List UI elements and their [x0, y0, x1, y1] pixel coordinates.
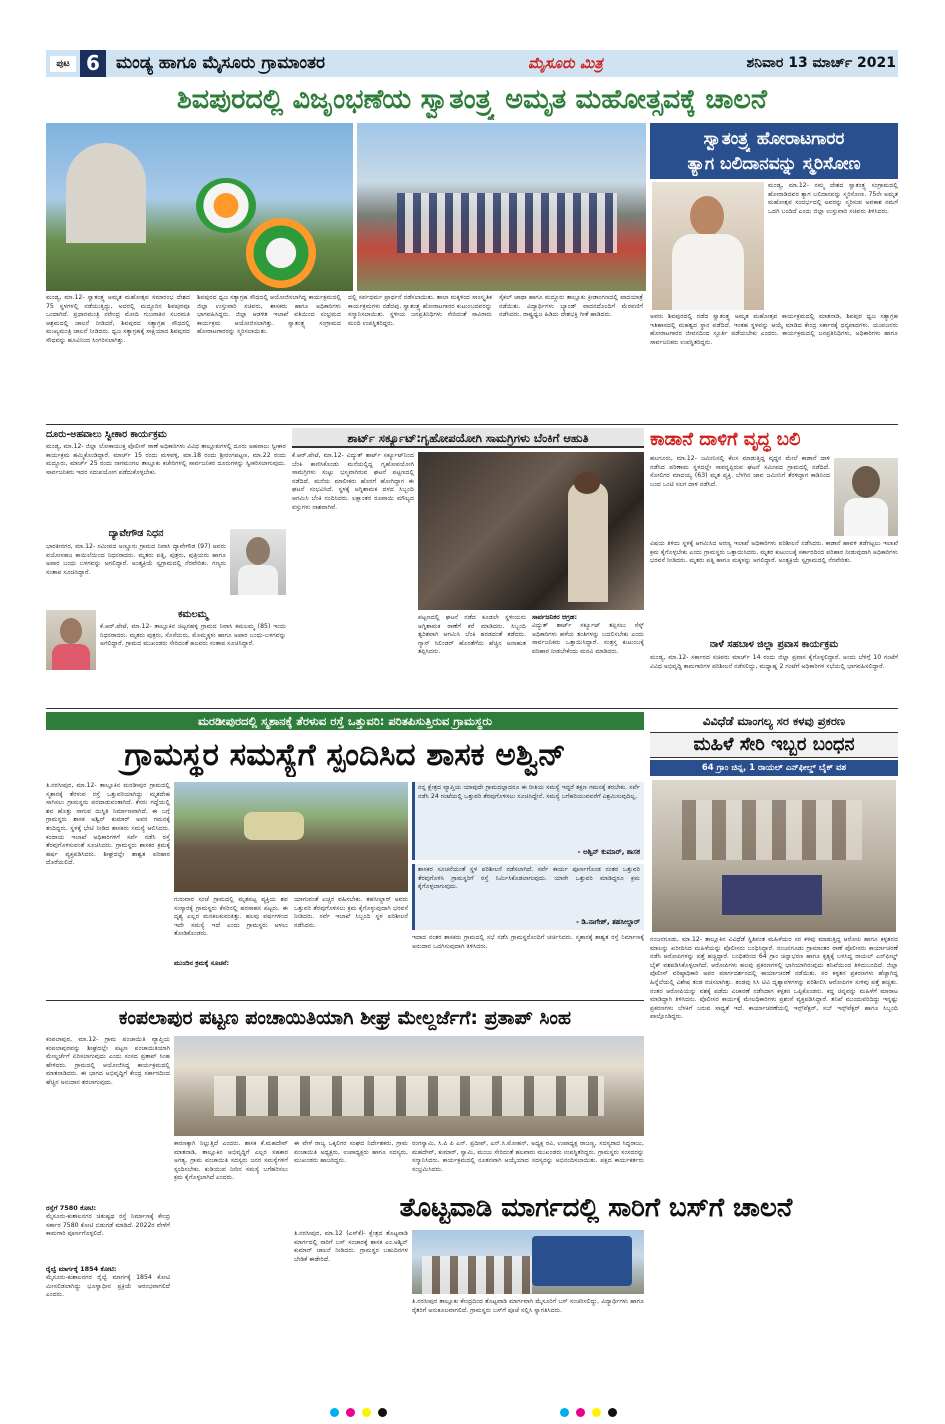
theft-body: ನಂಜನಗೂಡು, ಮಾ.12- ತಾಲ್ಲೂಕಿನ ವಿವಿಧೆಡೆ ಸ್ಥಿತಿವಂತ ಮಹಿಳೆಯರ ಸರ ಕಳವು ಮಾಡುತ್ತಿದ್ದ ಆರೋಪಿ ಹಾಗೂ ಕಳ್ಳತನದ ಮಾಲನ್ನು ಖರೀದಿಸಿದ ಮಹಿಳೆಯನ್ನು ಪೊಲೀಸರು ಬಂಧಿಸಿದ್ದಾರೆ. ನಂಜನಗೂಡು ಗ್ರಾಮಾಂತರ ಠಾಣೆ ಪೊಲೀಸರು ಕಾರ್ಯಾಚರಣೆ ನಡೆಸಿ ಆರೋಪಿಗಳನ್ನು ಪತ್ತೆ ಹಚ್ಚಿದ್ದಾರೆ. ಬಂಧಿತರಿಂದ 64 ಗ್ರಾಂ ಚಿನ್ನಾಭರಣ ಹಾಗೂ ಕೃತ್ಯಕ್ಕೆ ಬಳಸಿದ್ದ ರಾಯಲ್ ಎನ್‌ಫೀಲ್ಡ್ ಬೈಕ್ ವಶಪಡಿಸಿಕೊಳ್ಳಲಾಗಿದೆ. ಆರೋಪಿಗಳು ಹಲವು ಪ್ರಕರಣಗಳಲ್ಲಿ ಭಾಗಿಯಾಗಿರುವುದು ತನಿಖೆಯಿಂದ ತಿಳಿದುಬಂದಿದೆ. ಜಿಲ್ಲಾ ಪೊಲೀಸ್ ವರಿಷ್ಠಾಧಿಕಾರಿ ಅವರ ಮಾರ್ಗದರ್ಶನದಲ್ಲಿ ಕಾರ್ಯಾಚರಣೆ ನಡೆಯಿತು. ಸರ ಕಳ್ಳತನ ಪ್ರಕರಣಗಳು ಹೆಚ್ಚಾಗಿದ್ದ ಹಿನ್ನೆಲೆಯಲ್ಲಿ ವಿಶೇಷ ತಂಡ ರಚಿಸಲಾಗಿತ್ತು. ತಂಡವು ಸಿಸಿ ಟಿವಿ ದೃಶ್ಯಾವಳಿಗಳನ್ನು ಪರಿಶೀಲಿಸಿ ಆರೋಪಿಗಳ ಸುಳಿವು ಪತ್ತೆ ಹಚ್ಚಿತು. ನಂತರ ಆರೋಪಿಯನ್ನು ವಶಕ್ಕೆ ಪಡೆದು ವಿಚಾರಣೆ ನಡೆಸಿದಾಗ ಕಳ್ಳತನ ಒಪ್ಪಿಕೊಂಡನು. ಕದ್ದ ಚಿನ್ನವನ್ನು ಮಹಿಳೆಗೆ ಮಾರಾಟ ಮಾಡಿದ್ದಾಗಿ ತಿಳಿಸಿದನು. ಪೊಲೀಸರ ಕಾರ್ಯಕ್ಕೆ ಮೇಲಧಿಕಾರಿಗಳು ಪ್ರಶಂಸೆ ವ್ಯಕ್ತಪಡಿಸಿದ್ದಾರೆ. ತನಿಖೆ ಮುಂದುವರಿದಿದ್ದು ಇನ್ನಷ್ಟು ಪ್ರಕರಣಗಳು ಬೆಳಕಿಗೆ ಬರುವ ಸಾಧ್ಯತೆ ಇದೆ. ಕಾರ್ಯಾಚರಣೆಯಲ್ಲಿ ಇನ್ಸ್‌ಪೆಕ್ಟರ್, ಸಬ್ ಇನ್ಸ್‌ಪೆಕ್ಟರ್ ಹಾಗೂ ಸಿಬ್ಬಂದಿ ಪಾಲ್ಗೊಂಡಿದ್ದರು.	[650, 936, 898, 1021]
lead-col-4: ಸೈಕಲ್ ಜಾಥಾ ಹಾಗೂ ಮದ್ದೂರು ತಾಲ್ಲೂಕು ಕ್ರೀಡಾಂಗಣದಲ್ಲಿ ಪಾದಯಾತ್ರೆ ನಡೆಯಿತು. ವಿದ್ಯಾರ್ಥಿಗಳು ಬ್ಯಾಂಡ್ ವಾದನದೊಂದಿಗೆ ಮೆರವಣಿಗೆ ನಡೆಸಿದರು. ರಾಷ್ಟ್ರಧ್ವಜ ಹಿಡಿದು ದೇಶಭಕ್ತಿ ಗೀತೆ ಹಾಡಿದರು.	[499, 294, 643, 319]
side-story-body-right: ಮಂಡ್ಯ, ಮಾ.12- ನಮ್ಮ ದೇಶದ ಸ್ವಾತಂತ್ರ್ಯ ಸಂಗ್ರಾಮದಲ್ಲಿ ಹೋರಾಡಿದವರ ತ್ಯಾಗ ಬಲಿದಾನವನ್ನು ಸ್ಮರಿಸೋಣ. 75ನೇ ಅಮೃತ ಮಹೋತ್ಸವ ಸಂದರ್ಭದಲ್ಲಿ ಅವರನ್ನು ಸ್ಮರಿಸುವ ಅವಕಾಶ ನಮಗೆ ಒದಗಿ ಬಂದಿದೆ ಎಂದು ಜಿಲ್ಲಾ ಉಸ್ತುವಾರಿ ಸಚಿವರು ತಿಳಿಸಿದರು.	[768, 182, 898, 215]
road-quote-1: ನನ್ನ ಕ್ಷೇತ್ರದ ವ್ಯಾಪ್ತಿಯ ಯಾವುದೇ ಗ್ರಾಮದಲ್ಲಾದರೂ ಈ ರೀತಿಯ ಸಮಸ್ಯೆ ಇದ್ದರೆ ತಕ್ಷಣ ಗಮನಕ್ಕೆ ತರಬೇಕು. ಸರ್ವೆ ನಡೆಸಿ 24 ಗಂಟೆಯಲ್ಲಿ ಒತ್ತುವರಿ ತೆರವುಗೊಳಿಸಲು ಸೂಚಿಸಿದ್ದೇನೆ. ಸಮಸ್ಯೆ ಬಗೆಹರಿಯುವವರೆಗೆ ವಿಶ್ರಮಿಸುವುದಿಲ್ಲ.	[418, 784, 640, 800]
lead-photo-monument	[46, 123, 353, 291]
theft-headline: ಮಹಿಳೆ ಸೇರಿ ಇಬ್ಬರ ಬಂಧನ	[693, 734, 855, 755]
theft-sub: 64 ಗ್ರಾಂ ಚಿನ್ನ, 1 ರಾಯಲ್ ಎನ್‌ಫೀಲ್ಡ್ ಬೈಕ್ ವಶ	[701, 763, 847, 773]
lead-col-2: ಶಿವಪುರದ ಧ್ವಜ ಸತ್ಯಾಗ್ರಹ ಸೌಧದಲ್ಲಿ ಆಯೋಜಿಸಲಾಗಿದ್ದ ಕಾರ್ಯಕ್ರಮದಲ್ಲಿ ಜಿಲ್ಲಾ ಉಸ್ತುವಾರಿ ಸಚಿವರು, ಶಾಸಕರು ಹಾಗೂ ಅಧಿಕಾರಿಗಳು ಭಾಗವಹಿಸಿದ್ದರು. ಜಿಲ್ಲಾ ಆಡಳಿತ ಇಲಾಖೆ ವತಿಯಿಂದ ಸಂಭ್ರಮದ ಕಾರ್ಯಕ್ರಮ ಆಯೋಜಿಸಲಾಗಿತ್ತು. ಸ್ವಾತಂತ್ರ್ಯ ಸಂಗ್ರಾಮದ ಹೋರಾಟಗಾರರನ್ನು ಸ್ಮರಿಸಲಾಯಿತು.	[197, 294, 341, 336]
obit1-photo	[230, 529, 286, 595]
road-photo	[174, 782, 408, 892]
obit1-body: ಭಾರತೀನಗರ, ಮಾ.12- ಸಮೀಪದ ಅಣ್ಣೂರು ಗ್ರಾಮದ ನಿವಾಸಿ ದ್ಯಾವೇಗೌಡ (97) ಅವರು ವಯೋಸಹಜ ಕಾಯಿಲೆಯಿಂದ ನಿಧನರಾದರು. ಮೃತರು ಪತ್ನಿ, ಪುತ್ರರು, ಪುತ್ರಿಯರು ಹಾಗೂ ಅಪಾರ ಬಂಧು ಬಳಗವನ್ನು ಅಗಲಿದ್ದಾರೆ. ಅಂತ್ಯಕ್ರಿಯೆ ಸ್ವಗ್ರಾಮದಲ್ಲಿ ನೆರವೇರಿತು. ಗಣ್ಯರು ಸಂತಾಪ ಸೂಚಿಸಿದ್ದಾರೆ.	[46, 543, 226, 576]
road-quote-2: ಶಾಸಕರ ಸೂಚನೆಯಂತೆ ಸ್ಥಳ ಪರಿಶೀಲನೆ ನಡೆಸಲಾಗಿದೆ. ಸರ್ವೆ ಕಾರ್ಯ ಪೂರ್ಣಗೊಂಡ ನಂತರ ಒತ್ತುವರಿ ತೆರವುಗೊಳಿಸಿ ಗ್ರಾಮಸ್ಥರಿಗೆ ರಸ್ತೆ ನಿರ್ಮಿಸಿಕೊಡಲಾಗುವುದು. ಯಾರೇ ಒತ್ತುವರಿ ಮಾಡಿದ್ದರೂ ಕ್ರಮ ಕೈಗೊಳ್ಳಲಾಗುವುದು.	[418, 866, 640, 891]
kampala-photo	[174, 1036, 644, 1136]
page-number: 6	[80, 50, 106, 77]
elephant-body: ಹಲಗೂರು, ಮಾ.12- ಜಮೀನಿನಲ್ಲಿ ಕೆಲಸ ಮಾಡುತ್ತಿದ್ದ ವೃದ್ಧನ ಮೇಲೆ ಕಾಡಾನೆ ದಾಳಿ ನಡೆಸಿದ ಪರಿಣಾಮ ಸ್ಥಳದಲ್ಲೇ ಸಾವನ್ನಪ್ಪಿರುವ ಘಟನೆ ಸಮೀಪದ ಗ್ರಾಮದಲ್ಲಿ ನಡೆದಿದೆ. ಸೋಲಿಗರ ಮಾದಯ್ಯ (63) ಮೃತ ವ್ಯಕ್ತಿ. ಬೆಳಗಿನ ಜಾವ ಜಮೀನಿಗೆ ತೆರಳಿದ್ದಾಗ ಕಾಡಿನಿಂದ ಬಂದ ಒಂಟಿ ಸಲಗ ದಾಳಿ ನಡೆಸಿದೆ.	[650, 455, 830, 488]
fire-col-2: ಪಟ್ಟಣದಲ್ಲಿ ಘಟನೆ ನಡೆದ ಕೂಡಲೇ ಸ್ಥಳೀಯರು ಅಗ್ನಿಶಾಮಕ ಠಾಣೆಗೆ ಕರೆ ಮಾಡಿದರು. ಸಿಬ್ಬಂದಿ ತ್ವರಿತವಾಗಿ ಆಗಮಿಸಿ ಬೆಂಕಿ ಹರಡದಂತೆ ತಡೆದರು. ಗ್ಯಾಸ್ ಸಿಲಿಂಡರ್ ಹೊರತೆಗೆದು ಹೆಚ್ಚಿನ ಅನಾಹುತ ತಪ್ಪಿಸಿದರು.	[418, 614, 526, 656]
registration-mark	[608, 1408, 617, 1417]
kampala-headline: ಕಂಪಲಾಪುರ ಪಟ್ಟಣ ಪಂಚಾಯಿತಿಯಾಗಿ ಶೀಘ್ರ ಮೇಲ್ದರ್ಜೆಗೆ: ಪ್ರತಾಪ್ ಸಿಂಹ	[118, 1007, 572, 1029]
obit2-photo	[46, 610, 96, 670]
page-label: ಪುಟ	[50, 56, 76, 72]
kampala-label-2: ರೈಲ್ವೆ ಮಾರ್ಗಕ್ಕೆ 1854 ಕೋಟಿ:	[46, 1265, 117, 1273]
road-quote-2-by: - ಡಿ.ನಾಗೇಶ್, ತಹಸೀಲ್ದಾರ್	[576, 918, 640, 926]
masthead: ಮೈಸೂರು ಮಿತ್ರ	[528, 54, 603, 72]
theft-kicker: ವಿವಿಧೆಡೆ ಮಾಂಗಲ್ಯ ಸರ ಕಳವು ಪ್ರಕರಣ	[702, 714, 846, 728]
bus-col-2: ತಿ.ನರಸೀಪುರ ತಾಲ್ಲೂಕು ಕೇಂದ್ರದಿಂದ ತೊಟ್ಟವಾಡಿ ಮಾರ್ಗವಾಗಿ ಮೈಸೂರಿಗೆ ಬಸ್ ಸಂಚರಿಸಲಿದ್ದು, ವಿದ್ಯಾರ್ಥಿಗಳು ಹಾಗೂ ರೈತರಿಗೆ ಅನುಕೂಲವಾಗಲಿದೆ. ಗ್ರಾಮಸ್ಥರು ಬಸ್‌ಗೆ ಪೂಜೆ ಸಲ್ಲಿಸಿ ಸ್ವಾಗತಿಸಿದರು.	[412, 1298, 644, 1314]
elephant-photo	[834, 458, 898, 536]
fire-caption-label: ಸಾರ್ವಜನಿಕರ ಆಗ್ರಹ:	[532, 613, 578, 621]
side-story-headline-1: ಸ್ವಾತಂತ್ರ್ಯ ಹೋರಾಟಗಾರರ	[703, 129, 845, 149]
obit2-body: ಕೆ.ಆರ್.ಪೇಟೆ, ಮಾ.12- ತಾಲ್ಲೂಕಿನ ಚಿಟ್ಟನಹಳ್ಳಿ ಗ್ರಾಮದ ನಿವಾಸಿ ಕಮಲಮ್ಮ (85) ಇಂದು ನಿಧನರಾದರು. ಮೃತರು ಪುತ್ರರು, ಸೊಸೆಯರು, ಮೊಮ್ಮಕ್ಕಳು ಹಾಗೂ ಅಪಾರ ಬಂಧು-ಬಳಗವನ್ನು ಅಗಲಿದ್ದಾರೆ. ಗ್ರಾಮದ ಮುಖಂಡರು ಸೇರಿದಂತೆ ಹಲವರು ಸಂತಾಪ ಸೂಚಿಸಿದ್ದಾರೆ.	[100, 623, 286, 648]
divider	[46, 424, 898, 425]
road-quote-1-by: - ಅಶ್ವಿನ್ ಕುಮಾರ್, ಶಾಸಕ	[577, 848, 640, 856]
fire-headline: ಶಾರ್ಟ್ ಸರ್ಕ್ಯೂಟ್:ಗೃಹೋಪಯೋಗಿ ಸಾಮಗ್ರಿಗಳು ಬೆಂಕಿಗೆ ಆಹುತಿ	[347, 431, 589, 445]
road-col-3: ಯಾಗುವಂತೆ ಎಚ್ಚರ ವಹಿಸಬೇಕು. ತಹಸೀಲ್ದಾರ್ ಅವರು ಒತ್ತುವರಿ ತೆರವುಗೊಳಿಸಲು ಕ್ರಮ ಕೈಗೊಳ್ಳುವುದಾಗಿ ಭರವಸೆ ನೀಡಿದರು. ಸರ್ವೆ ಇಲಾಖೆ ಸಿಬ್ಬಂದಿ ಸ್ಥಳ ಪರಿಶೀಲನೆ ನಡೆಸಿದರು.	[294, 896, 408, 929]
trip-body: ಮಂಡ್ಯ, ಮಾ.12- ಸರ್ಕಾರದ ಸಚಿವರು ಮಾರ್ಚ್ 14 ರಂದು ಜಿಲ್ಲಾ ಪ್ರವಾಸ ಕೈಗೊಳ್ಳಲಿದ್ದಾರೆ. ಅಂದು ಬೆಳಿಗ್ಗೆ 10 ಗಂಟೆಗೆ ವಿವಿಧ ಅಭಿವೃದ್ಧಿ ಕಾಮಗಾರಿಗಳ ಪರಿಶೀಲನೆ ನಡೆಸಲಿದ್ದು, ಮಧ್ಯಾಹ್ನ 2 ಗಂಟೆಗೆ ಅಧಿಕಾರಿಗಳ ಸಭೆಯಲ್ಲಿ ಭಾಗವಹಿಸಲಿದ್ದಾರೆ.	[650, 654, 898, 670]
grievance-body: ಮಂಡ್ಯ, ಮಾ.12- ಜಿಲ್ಲಾ ಲೋಕಾಯುಕ್ತ ಪೊಲೀಸ್ ಠಾಣೆ ಅಧಿಕಾರಿಗಳು ವಿವಿಧ ತಾಲ್ಲೂಕುಗಳಲ್ಲಿ ದೂರು ಅಹವಾಲು ಸ್ವೀಕಾರ ಕಾರ್ಯಕ್ರಮ ಹಮ್ಮಿಕೊಂಡಿದ್ದಾರೆ. ಮಾರ್ಚ್ 15 ರಂದು ಮಳವಳ್ಳಿ, ಮಾ.18 ರಂದು ಶ್ರೀರಂಗಪಟ್ಟಣ, ಮಾ.22 ರಂದು ಮದ್ದೂರು, ಮಾರ್ಚ್ 25 ರಂದು ನಾಗಮಂಗಲ ತಾಲ್ಲೂಕು ಕಚೇರಿಗಳಲ್ಲಿ ಸಾರ್ವಜನಿಕರ ದೂರುಗಳನ್ನು ಸ್ವೀಕರಿಸಲಾಗುವುದು. ಸಾರ್ವಜನಿಕರು ಇದರ ಸದುಪಯೋಗ ಪಡೆದುಕೊಳ್ಳಬೇಕು.	[46, 443, 286, 476]
registration-mark	[560, 1408, 569, 1417]
road-headline: ಗ್ರಾಮಸ್ಥರ ಸಮಸ್ಯೆಗೆ ಸ್ಪಂದಿಸಿದ ಶಾಸಕ ಅಶ್ವಿನ್	[124, 737, 566, 773]
fire-photo	[418, 452, 644, 610]
kampala-col-3: ಈ ವೇಳೆ ರಾಜ್ಯ ಒಕ್ಕಲಿಗರ ಸಂಘದ ನಿರ್ದೇಶಕರು, ಗ್ರಾಮ ಪಂಚಾಯಿತಿ ಅಧ್ಯಕ್ಷರು, ಉಪಾಧ್ಯಕ್ಷರು ಹಾಗೂ ಸದಸ್ಯರು, ಮುಖಂಡರು ಹಾಜರಿದ್ದರು.	[294, 1140, 408, 1165]
lead-col-3: ದಲ್ಲಿ ಸರ್ವಧರ್ಮ ಪ್ರಾರ್ಥನೆ ನಡೆಸಲಾಯಿತು. ಶಾಲಾ ಮಕ್ಕಳಿಂದ ಸಾಂಸ್ಕೃತಿಕ ಕಾರ್ಯಕ್ರಮಗಳು ನಡೆದವು. ಸ್ವಾತಂತ್ರ್ಯ ಹೋರಾಟಗಾರರ ಕುಟುಂಬದವರನ್ನು ಸನ್ಮಾನಿಸಲಾಯಿತು. ಸ್ಥಳೀಯ ಜನಪ್ರತಿನಿಧಿಗಳು ಸೇರಿದಂತೆ ಸಾವಿರಾರು ಮಂದಿ ಉಪಸ್ಥಿತರಿದ್ದರು.	[348, 294, 492, 327]
divider	[46, 1000, 644, 1001]
kampala-col-1b: ಮೈಸೂರು-ಕುಶಾಲನಗರ ಚತುಷ್ಪಥ ರಸ್ತೆ ನಿರ್ಮಾಣಕ್ಕೆ ಕೇಂದ್ರ ಸರ್ಕಾರ 7580 ಕೋಟಿ ಬಿಡುಗಡೆ ಮಾಡಿದೆ. 2022ರ ವೇಳೆಗೆ ಕಾಮಗಾರಿ ಪೂರ್ಣಗೊಳ್ಳಲಿದೆ.	[46, 1213, 170, 1238]
fire-col-3: ವಿದ್ಯುತ್ ಶಾರ್ಟ್ ಸರ್ಕ್ಯೂಟ್ ತಪ್ಪಿಸಲು ಸೆಸ್ಕ್ ಅಧಿಕಾರಿಗಳು ಹಳೆಯ ತಂತಿಗಳನ್ನು ಬದಲಿಸಬೇಕು ಎಂದು ಸಾರ್ವಜನಿಕರು ಒತ್ತಾಯಿಸಿದ್ದಾರೆ. ಸಂತ್ರಸ್ತ ಕುಟುಂಬಕ್ಕೆ ಪರಿಹಾರ ನೀಡಬೇಕೆಂದು ಮನವಿ ಮಾಡಿದರು.	[532, 622, 644, 655]
lead-headline: ಶಿವಪುರದಲ್ಲಿ ವಿಜೃಂಭಣೆಯ ಸ್ವಾತಂತ್ರ್ಯ ಅಮೃತ ಮಹೋತ್ಸವಕ್ಕೆ ಚಾಲನೆ	[177, 84, 767, 115]
obit2-headline: ಕಮಲಮ್ಮ	[178, 609, 208, 620]
kampala-col-2: ಕಾರಣಕ್ಕಾಗಿ ನಿಲ್ಲುತ್ತಿದೆ ಎಂದರು. ಶಾಸಕ ಕೆ.ಮಹದೇವ್ ಮಾತನಾಡಿ, ತಾಲ್ಲೂಕಿನ ಅಭಿವೃದ್ಧಿಗೆ ಎಲ್ಲರ ಸಹಕಾರ ಅಗತ್ಯ. ಗ್ರಾಮ ಪಂಚಾಯಿತಿ ಸದಸ್ಯರು ಜನರ ಸಮಸ್ಯೆಗಳಿಗೆ ಸ್ಪಂದಿಸಬೇಕು. ಕುಡಿಯುವ ನೀರಿನ ಸಮಸ್ಯೆ ಬಗೆಹರಿಸಲು ಕ್ರಮ ಕೈಗೊಳ್ಳಲಾಗಿದೆ ಎಂದರು.	[174, 1140, 288, 1182]
kampala-col-4: ರಂಗಸ್ವಾಮಿ, ಸಿ.ಪಿ ಪಿ ಎನ್. ಪ್ರದೀಪ್, ಎನ್.ಸಿ.ಮೋಹನ್, ಅಧ್ಯಕ್ಷ ರವಿ, ಉಪಾಧ್ಯಕ್ಷ ರಾಜಣ್ಣ, ಸದಸ್ಯರಾದ ಸಿದ್ದರಾಜು, ಮಹದೇವ್, ಕುಮಾರ್, ಸ್ವಾಮಿ, ಮಂಜು ಸೇರಿದಂತೆ ಹಲವಾರು ಮುಖಂಡರು ಉಪಸ್ಥಿತರಿದ್ದರು. ಗ್ರಾಮಸ್ಥರು ಸಂಸದರನ್ನು ಸನ್ಮಾನಿಸಿದರು. ಕಾರ್ಯಕ್ರಮದಲ್ಲಿ ನೂತನವಾಗಿ ಆಯ್ಕೆಯಾದ ಸದಸ್ಯರನ್ನು ಅಭಿನಂದಿಸಲಾಯಿತು. ಪಕ್ಷದ ಕಾರ್ಯಕರ್ತರು ಸಂಭ್ರಮಿಸಿದರು.	[412, 1140, 644, 1173]
road-kicker: ಮರಡೀಪುರದಲ್ಲಿ ಸ್ಮಶಾನಕ್ಕೆ ತೆರಳುವ ರಸ್ತೆ ಒತ್ತುವರಿ: ಪರಿತಪಿಸುತ್ತಿರುವ ಗ್ರಾಮಸ್ಥರು	[198, 714, 492, 728]
trip-headline: ನಾಳೆ ಸಹಬಾಳ ಜಿಲ್ಲಾ ಪ್ರವಾಸ ಕಾರ್ಯಕ್ರಮ	[709, 639, 839, 650]
theft-photo	[652, 780, 896, 932]
obit1-headline: ದ್ಯಾವೇಗೌಡ ನಿಧನ	[108, 528, 164, 539]
lead-photo-band	[357, 123, 646, 291]
kampala-col-1c: ಮೈಸೂರು-ಕುಶಾಲನಗರ ರೈಲ್ವೆ ಮಾರ್ಗಕ್ಕೆ 1854 ಕೋಟಿ ಮೀಸಲಿಡಲಾಗಿದ್ದು ಭೂಸ್ವಾಧೀನ ಪ್ರಕ್ರಿಯೆ ಆರಂಭವಾಗಲಿದೆ ಎಂದರು.	[46, 1274, 170, 1299]
registration-mark	[378, 1408, 387, 1417]
kampala-col-1: ಕಂಪಲಾಪುರ, ಮಾ.12- ಗ್ರಾಮ ಪಂಚಾಯಿತಿ ವ್ಯಾಪ್ತಿಯ ಕಂಪಲಾಪುರವನ್ನು ಶೀಘ್ರದಲ್ಲೇ ಪಟ್ಟಣ ಪಂಚಾಯಿತಿಯಾಗಿ ಮೇಲ್ದರ್ಜೆಗೆ ಏರಿಸಲಾಗುವುದು ಎಂದು ಸಂಸದ ಪ್ರತಾಪ್ ಸಿಂಹ ಹೇಳಿದರು. ಗ್ರಾಮದಲ್ಲಿ ಆಯೋಜಿಸಿದ್ದ ಕಾರ್ಯಕ್ರಮದಲ್ಲಿ ಮಾತನಾಡಿದರು. ಈ ಭಾಗದ ಅಭಿವೃದ್ಧಿಗೆ ಕೇಂದ್ರ ಸರ್ಕಾರದಿಂದ ಹೆಚ್ಚಿನ ಅನುದಾನ ತರಲಾಗುವುದು.	[46, 1036, 170, 1086]
bus-headline: ತೊಟ್ಟವಾಡಿ ಮಾರ್ಗದಲ್ಲಿ ಸಾರಿಗೆ ಬಸ್‌ಗೆ ಚಾಲನೆ	[399, 1193, 793, 1223]
elephant-body-2: ವಿಷಯ ತಿಳಿದು ಸ್ಥಳಕ್ಕೆ ಆಗಮಿಸಿದ ಅರಣ್ಯ ಇಲಾಖೆ ಅಧಿಕಾರಿಗಳು ಪರಿಶೀಲನೆ ನಡೆಸಿದರು. ಕಾಡಾನೆ ಹಾವಳಿ ತಡೆಗಟ್ಟಲು ಇಲಾಖೆ ಕ್ರಮ ಕೈಗೊಳ್ಳಬೇಕು ಎಂದು ಗ್ರಾಮಸ್ಥರು ಒತ್ತಾಯಿಸಿದರು. ಮೃತರ ಕುಟುಂಬಕ್ಕೆ ಸರ್ಕಾರದಿಂದ ಪರಿಹಾರ ನೀಡುವುದಾಗಿ ಅಧಿಕಾರಿಗಳು ಭರವಸೆ ನೀಡಿದರು. ಮೃತರು ಪತ್ನಿ ಹಾಗೂ ಮಕ್ಕಳನ್ನು ಅಗಲಿದ್ದಾರೆ. ಅಂತ್ಯಕ್ರಿಯೆ ಸ್ವಗ್ರಾಮದಲ್ಲಿ ನೆರವೇರಿತು.	[650, 540, 898, 565]
kampala-label-1: ರಸ್ತೆಗೆ 7580 ಕೋಟಿ:	[46, 1204, 97, 1212]
road-col-2: ಗುರುವಾರ ಸಂಜೆ ಗ್ರಾಮದಲ್ಲಿ ಮೃತಪಟ್ಟ ವ್ಯಕ್ತಿಯ ಶವ ಸಂಸ್ಕಾರಕ್ಕೆ ಗ್ರಾಮಸ್ಥರು ಕೆಸರಿನಲ್ಲಿ ಹರಸಾಹಸ ಪಟ್ಟರು. ಈ ದೃಶ್ಯ ಎಲ್ಲರ ಮನಕಲಕುವಂತಿತ್ತು. ಹಲವು ವರ್ಷಗಳಿಂದ ಇದೇ ಸಮಸ್ಯೆ ಇದೆ ಎಂದು ಗ್ರಾಮಸ್ಥರು ಅಳಲು ತೋಡಿಕೊಂಡರು.	[174, 896, 288, 938]
road-col-1: ತಿ.ನರಸೀಪುರ, ಮಾ.12- ತಾಲ್ಲೂಕಿನ ಮರಡೀಪುರ ಗ್ರಾಮದಲ್ಲಿ ಸ್ಮಶಾನಕ್ಕೆ ತೆರಳುವ ರಸ್ತೆ ಒತ್ತುವರಿಯಾಗಿದ್ದು ಮೃತದೇಹ ಸಾಗಿಸಲು ಗ್ರಾಮಸ್ಥರು ಪರದಾಡುವಂತಾಗಿದೆ. ಕೆಸರು ಗದ್ದೆಯಲ್ಲಿ ಶವ ಹೊತ್ತು ಸಾಗುವ ದುಸ್ಥಿತಿ ನಿರ್ಮಾಣವಾಗಿದೆ. ಈ ಬಗ್ಗೆ ಗ್ರಾಮಸ್ಥರು ಶಾಸಕ ಅಶ್ವಿನ್ ಕುಮಾರ್ ಅವರ ಗಮನಕ್ಕೆ ತಂದಿದ್ದರು. ಸ್ಥಳಕ್ಕೆ ಭೇಟಿ ನೀಡಿದ ಶಾಸಕರು ಸಮಸ್ಯೆ ಆಲಿಸಿದರು. ಕಂದಾಯ ಇಲಾಖೆ ಅಧಿಕಾರಿಗಳಿಗೆ ಸರ್ವೆ ನಡೆಸಿ ರಸ್ತೆ ತೆರವುಗೊಳಿಸುವಂತೆ ಸೂಚಿಸಿದರು. ಗ್ರಾಮಸ್ಥರು ಶಾಸಕರ ಕ್ರಮಕ್ಕೆ ಹರ್ಷ ವ್ಯಕ್ತಪಡಿಸಿದರು. ಶೀಘ್ರದಲ್ಲೇ ಶಾಶ್ವತ ಪರಿಹಾರ ದೊರೆಯಲಿದೆ.	[46, 782, 170, 867]
side-story-banner	[650, 123, 898, 179]
road-sub-label: ಮುಂದಿನ ಕ್ರಮಕ್ಕೆ ಸೂಚನೆ:	[174, 959, 230, 967]
registration-mark	[592, 1408, 601, 1417]
registration-mark	[576, 1408, 585, 1417]
section-name: ಮಂಡ್ಯ ಹಾಗೂ ಮೈಸೂರು ಗ್ರಾಮಾಂತರ	[116, 53, 325, 73]
side-story-photo	[652, 182, 764, 310]
divider	[46, 708, 898, 709]
registration-mark	[346, 1408, 355, 1417]
elephant-headline: ಕಾಡಾನೆ ದಾಳಿಗೆ ವೃದ್ಧ ಬಲಿ	[650, 429, 801, 450]
bus-col-1: ತಿ.ನರಸೀಪುರ, ಮಾ.12 (ಎಸ್‌ಕೆ)- ಕ್ಷೇತ್ರದ ತೊಟ್ಟವಾಡಿ ಮಾರ್ಗದಲ್ಲಿ ಸಾರಿಗೆ ಬಸ್ ಸಂಚಾರಕ್ಕೆ ಶಾಸಕ ಎಂ.ಅಶ್ವಿನ್ ಕುಮಾರ್ ಚಾಲನೆ ನೀಡಿದರು. ಗ್ರಾಮಸ್ಥರ ಬಹುದಿನಗಳ ಬೇಡಿಕೆ ಈಡೇರಿದೆ.	[294, 1230, 408, 1263]
fire-col-1: ಕೆ.ಆರ್.ಪೇಟೆ, ಮಾ.12- ವಿದ್ಯುತ್ ಶಾರ್ಟ್ ಸರ್ಕ್ಯೂಟ್‌ನಿಂದ ಬೆಂಕಿ ಕಾಣಿಸಿಕೊಂಡು ಮನೆಯಲ್ಲಿದ್ದ ಗೃಹೋಪಯೋಗಿ ಸಾಮಗ್ರಿಗಳು ಸುಟ್ಟು ಭಸ್ಮವಾಗಿರುವ ಘಟನೆ ಪಟ್ಟಣದಲ್ಲಿ ನಡೆದಿದೆ. ಮನೆಯ ಮಾಲೀಕರು ಹೊರಗೆ ಹೋಗಿದ್ದಾಗ ಈ ಘಟನೆ ಸಂಭವಿಸಿದೆ. ಸ್ಥಳಕ್ಕೆ ಅಗ್ನಿಶಾಮಕ ದಳದ ಸಿಬ್ಬಂದಿ ಆಗಮಿಸಿ ಬೆಂಕಿ ನಂದಿಸಿದರು. ಲಕ್ಷಾಂತರ ರೂಪಾಯಿ ಮೌಲ್ಯದ ವಸ್ತುಗಳು ನಾಶವಾಗಿವೆ.	[292, 452, 414, 511]
registration-mark	[362, 1408, 371, 1417]
side-story-headline-2: ತ್ಯಾಗ ಬಲಿದಾನವನ್ನು ಸ್ಮರಿಸೋಣ	[687, 154, 861, 174]
bus-photo	[412, 1230, 644, 1294]
registration-mark	[330, 1408, 339, 1417]
side-story-body: ಅವರು ಶಿವಪುರದಲ್ಲಿ ನಡೆದ ಸ್ವಾತಂತ್ರ್ಯ ಅಮೃತ ಮಹೋತ್ಸವ ಕಾರ್ಯಕ್ರಮದಲ್ಲಿ ಮಾತನಾಡಿ, ಶಿವಪುರ ಧ್ವಜ ಸತ್ಯಾಗ್ರಹ ಇತಿಹಾಸದಲ್ಲಿ ಮಹತ್ವದ ಸ್ಥಾನ ಪಡೆದಿದೆ. ಇಂತಹ ಸ್ಥಳವನ್ನು ಆಯ್ಕೆ ಮಾಡಿದ ಕೇಂದ್ರ ಸರ್ಕಾರಕ್ಕೆ ಧನ್ಯವಾದಗಳು. ಯುವಜನರು ಹೋರಾಟಗಾರರ ಜೀವನದಿಂದ ಸ್ಫೂರ್ತಿ ಪಡೆಯಬೇಕು ಎಂದರು. ಕಾರ್ಯಕ್ರಮದಲ್ಲಿ ಜನಪ್ರತಿನಿಧಿಗಳು, ಅಧಿಕಾರಿಗಳು ಹಾಗೂ ಸಾರ್ವಜನಿಕರು ಉಪಸ್ಥಿತರಿದ್ದರು.	[650, 313, 898, 346]
road-col-4: ಇದಾದ ನಂತರ ಶಾಸಕರು ಗ್ರಾಮದಲ್ಲಿ ಸಭೆ ನಡೆಸಿ ಗ್ರಾಮಸ್ಥರೊಂದಿಗೆ ಚರ್ಚಿಸಿದರು. ಸ್ಮಶಾನಕ್ಕೆ ಶಾಶ್ವತ ರಸ್ತೆ ನಿರ್ಮಾಣಕ್ಕೆ ಅನುದಾನ ಒದಗಿಸುವುದಾಗಿ ತಿಳಿಸಿದರು.	[412, 934, 644, 950]
issue-date: ಶನಿವಾರ 13 ಮಾರ್ಚ್ 2021	[746, 55, 896, 71]
lead-col-1: ಮಂಡ್ಯ, ಮಾ.12- ಸ್ವಾತಂತ್ರ್ಯ ಅಮೃತ ಮಹೋತ್ಸವ ಸಮಾರಂಭ ದೇಶದ 75 ಸ್ಥಳಗಳಲ್ಲಿ ನಡೆಯುತ್ತಿದ್ದು, ಅದರಲ್ಲಿ ಮದ್ದೂರಿನ ಶಿವಪುರವೂ ಒಂದಾಗಿದೆ. ಪ್ರಧಾನಮಂತ್ರಿ ನರೇಂದ್ರ ಮೋದಿ ಗುಜರಾತಿನ ಸಬರಮತಿ ಆಶ್ರಮದಲ್ಲಿ ಚಾಲನೆ ನೀಡಿದರೆ, ಶಿವಪುರದ ಸತ್ಯಾಗ್ರಹ ಸೌಧದಲ್ಲಿ ಮುಖ್ಯಮಂತ್ರಿ ಚಾಲನೆ ನೀಡಿದರು. ಧ್ವಜ ಸತ್ಯಾಗ್ರಹಕ್ಕೆ ಸಾಕ್ಷಿಯಾದ ಶಿವಪುರದ ಸೌಧವನ್ನು ಹೂವಿನಿಂದ ಸಿಂಗರಿಸಲಾಗಿತ್ತು.	[46, 294, 190, 344]
grievance-headline: ದೂರು-ಅಹವಾಲು ಸ್ವೀಕಾರ ಕಾರ್ಯಕ್ರಮ	[46, 429, 167, 440]
